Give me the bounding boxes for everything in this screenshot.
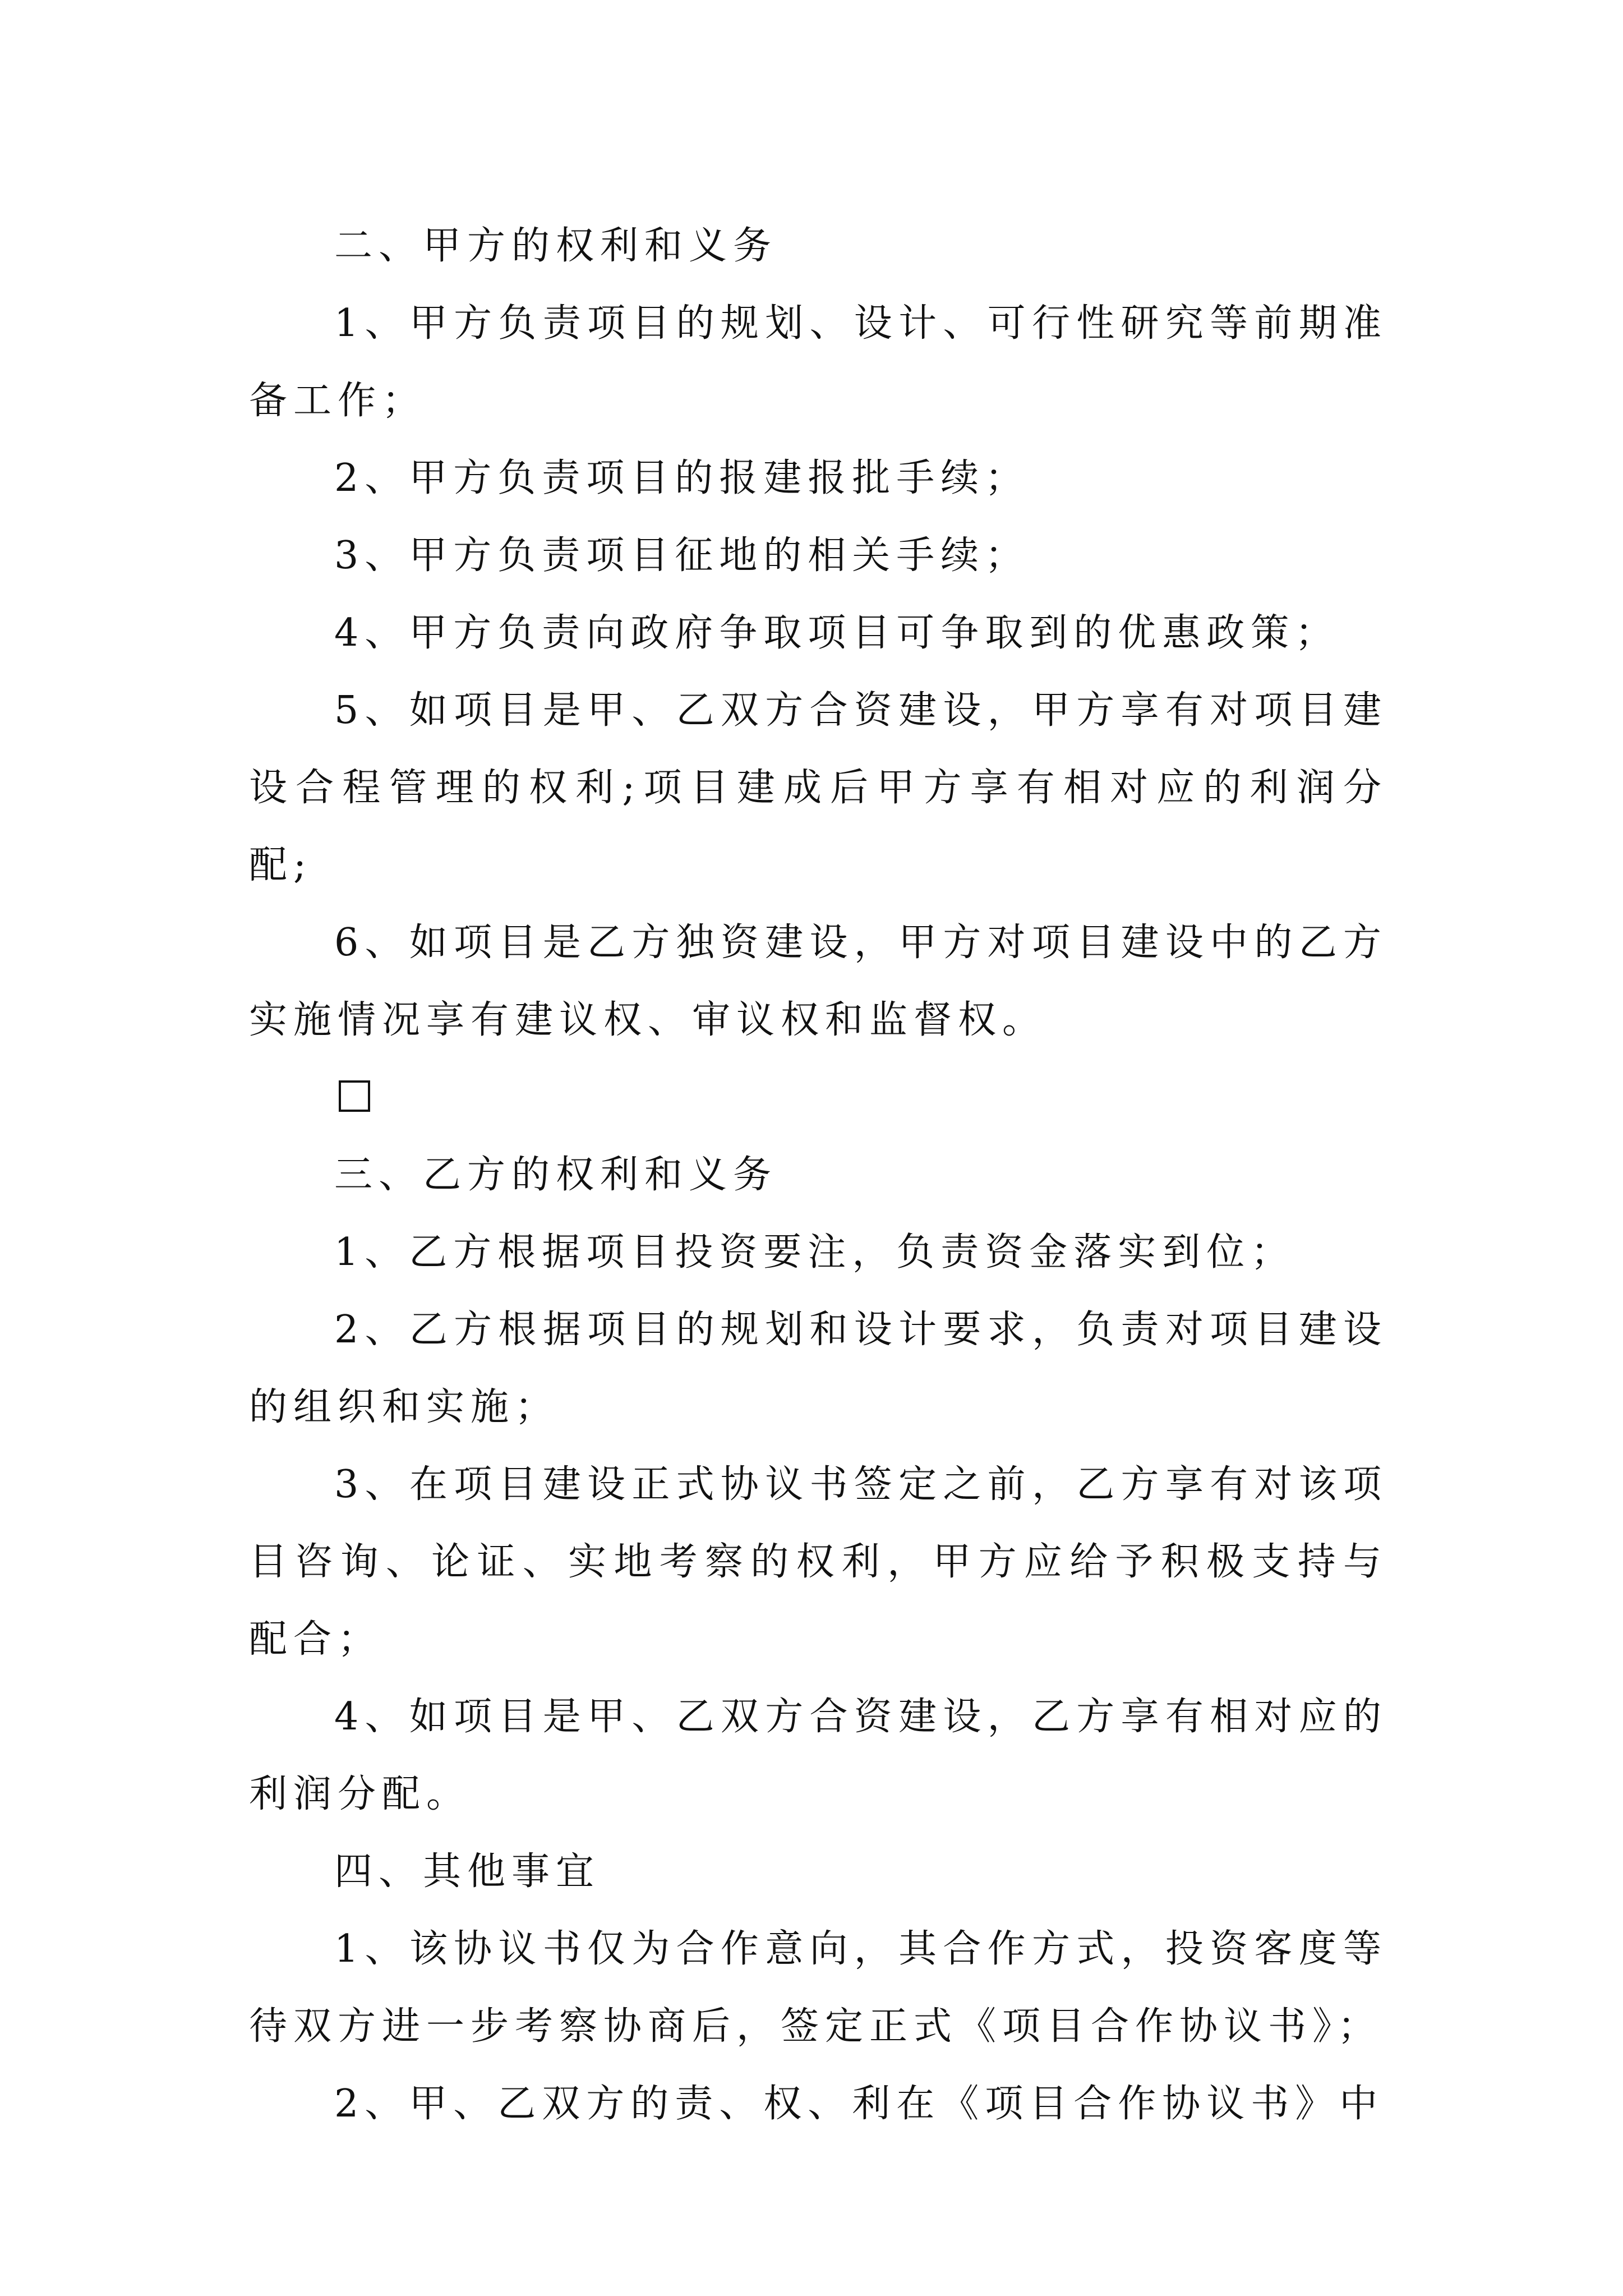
section3-item-1: 1、乙方根据项目投资要注，负责资金落实到位； xyxy=(334,1230,1295,1274)
section2-item-5: 5、如项目是甲、乙双方合资建设，甲方享有对项目建设合程管理的权利;项目建成后甲方享有相对应的利润分配; xyxy=(249,688,1387,887)
section3-item-3: 3、在项目建设正式协议书签定之前，乙方享有对该项目咨询、论证、实地考察的权利，甲方应给予积极支持与配合； xyxy=(249,1462,1387,1662)
section-heading-2: 二、甲方的权利和义务 xyxy=(334,224,778,268)
section2-item-3: 3、甲方负责项目征地的相关手续； xyxy=(334,533,1030,578)
section-heading-4: 四、其他事宜 xyxy=(334,1849,601,1894)
section3-item-2: 2、乙方根据项目的规划和设计要求，负责对项目建设的组织和实施； xyxy=(249,1308,1387,1429)
section4-item-1: 1、该协议书仅为合作意向，其合作方式，投资客度等待双方进一步考察协商后，签定正式《项目合作协议书》； xyxy=(249,1927,1387,2049)
section2-item-1: 1、甲方负责项目的规划、设计、可行性研究等前期准备工作； xyxy=(249,301,1387,423)
empty-box-line xyxy=(249,1059,1387,1137)
section2-item-4: 4、甲方负责向政府争取项目可争取到的优惠政策； xyxy=(334,611,1340,655)
checkbox-square-icon xyxy=(339,1080,370,1112)
section3-item-4: 4、如项目是甲、乙双方合资建设，乙方享有相对应的利润分配。 xyxy=(249,1695,1387,1816)
section2-item-2: 2、甲方负责项目的报建报批手续； xyxy=(334,456,1030,500)
document-body xyxy=(249,208,1387,2143)
section2-item-6: 6、如项目是乙方独资建设，甲方对项目建设中的乙方实施情况享有建议权、审议权和监督权。 xyxy=(249,921,1387,1042)
section4-item-2: 2、甲、乙双方的责、权、利在《项目合作协议书》中 xyxy=(334,2082,1384,2126)
section-heading-3: 三、乙方的权利和义务 xyxy=(334,1153,778,1197)
